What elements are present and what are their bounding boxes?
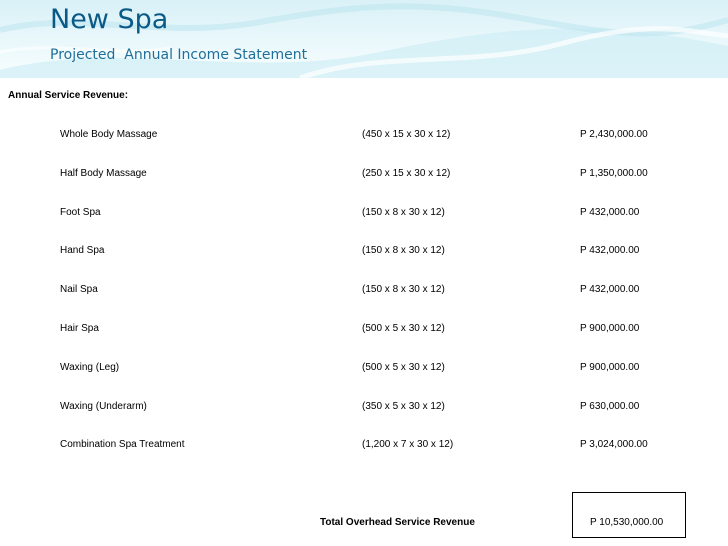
service-amount: P 1,350,000.00 [580,168,648,179]
service-amount: P 432,000.00 [580,207,640,218]
service-amount: P 3,024,000.00 [580,439,648,450]
service-name: Whole Body Massage [60,129,158,140]
page-subtitle: Projected Annual Income Statement [50,47,308,63]
table-row [0,439,728,453]
total-value: P 10,530,000.00 [590,517,664,528]
section-label: Annual Service Revenue: [8,90,129,101]
service-formula: (500 x 5 x 30 x 12) [362,323,445,334]
service-name: Combination Spa Treatment [60,439,185,450]
service-name: Waxing (Leg) [60,362,120,373]
service-amount: P 900,000.00 [580,362,640,373]
table-row [0,323,728,337]
total-box [572,492,686,538]
service-formula: (150 x 8 x 30 x 12) [362,284,445,295]
service-amount: P 630,000.00 [580,401,640,412]
service-formula: (150 x 8 x 30 x 12) [362,207,445,218]
service-formula: (500 x 5 x 30 x 12) [362,362,445,373]
service-formula: (150 x 8 x 30 x 12) [362,245,445,256]
service-name: Waxing (Underarm) [60,401,147,412]
service-amount: P 2,430,000.00 [580,129,648,140]
service-formula: (1,200 x 7 x 30 x 12) [362,439,454,450]
table-row [0,401,728,415]
table-row [0,245,728,259]
service-formula: (350 x 5 x 30 x 12) [362,401,445,412]
service-name: Foot Spa [60,207,101,218]
service-formula: (250 x 15 x 30 x 12) [362,168,451,179]
table-row [0,284,728,298]
table-row [0,129,728,143]
service-formula: (450 x 15 x 30 x 12) [362,129,451,140]
header-band [0,0,728,78]
table-row [0,168,728,182]
service-name: Hair Spa [60,323,99,334]
table-row [0,362,728,376]
service-name: Hand Spa [60,245,105,256]
service-amount: P 900,000.00 [580,323,640,334]
page-title: New Spa [50,4,169,35]
service-name: Half Body Massage [60,168,147,179]
table-row [0,207,728,221]
total-label: Total Overhead Service Revenue [320,517,475,528]
service-amount: P 432,000.00 [580,284,640,295]
service-amount: P 432,000.00 [580,245,640,256]
service-name: Nail Spa [60,284,98,295]
